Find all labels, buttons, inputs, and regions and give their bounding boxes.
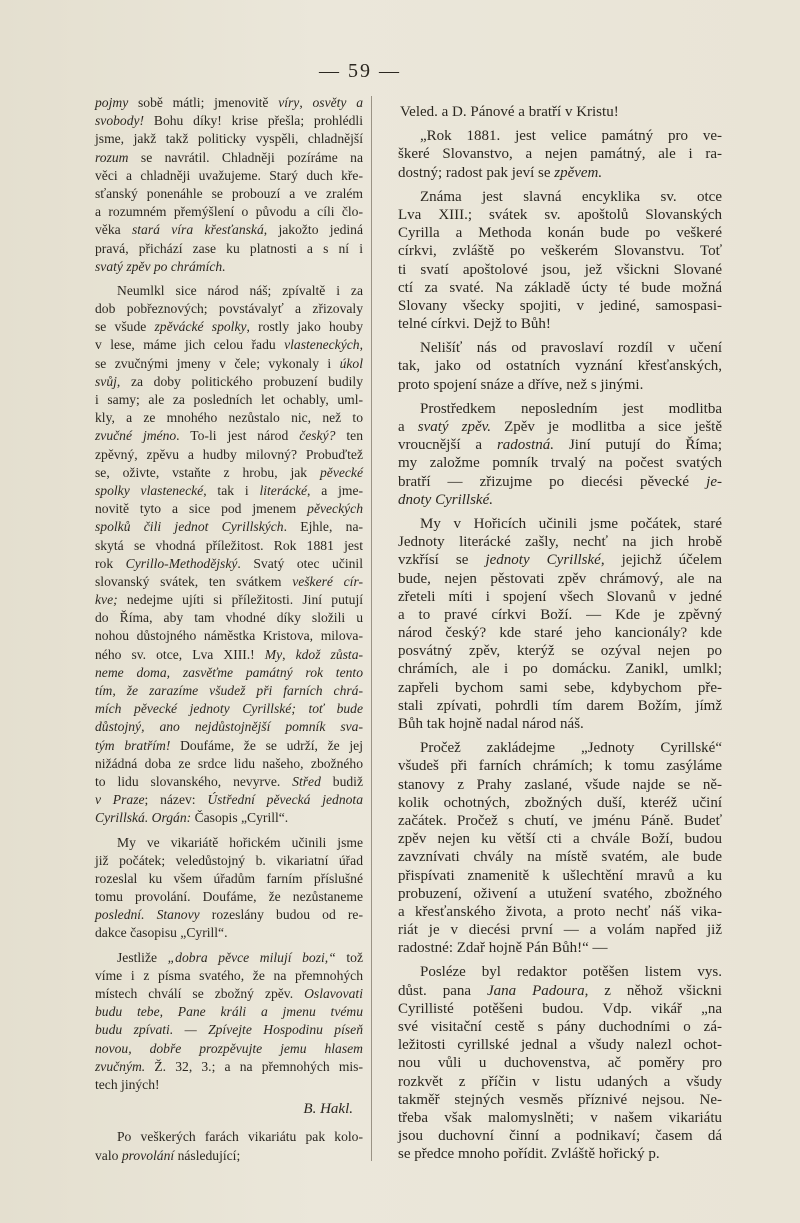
left-paragraphs xyxy=(95,94,363,1094)
text-line xyxy=(95,446,363,464)
italic-text-segment: poslední. Stanovy xyxy=(95,907,200,923)
right-paragraphs xyxy=(398,127,722,1163)
paragraph xyxy=(398,188,722,334)
text-segment: Po veškerých farách vikariátu pak kolo- xyxy=(117,1129,363,1145)
italic-text-segment: český? xyxy=(299,428,336,444)
text-segment: Známa jest slavná encyklika sv. otce xyxy=(420,188,722,205)
left-column xyxy=(95,94,363,1171)
text-segment: telné církvi. Dejž to Bůh! xyxy=(398,316,551,333)
text-segment: ten xyxy=(335,428,363,444)
text-line xyxy=(95,149,363,167)
paragraph xyxy=(398,963,722,1163)
text-line xyxy=(95,518,363,536)
italic-text-segment: literácké xyxy=(259,482,308,498)
text-line xyxy=(95,464,363,482)
text-line xyxy=(398,418,722,436)
text-line xyxy=(398,588,722,606)
text-segment: své visitační cestě s pány duchodními o zá- xyxy=(398,1019,722,1035)
text-segment: Neumlkl sice národ náš; zpívaltě i za xyxy=(117,282,363,298)
text-segment: jsme, jakž takž politicky vyspěli, chladnější xyxy=(95,131,363,147)
italic-text-segment: veškeré cír- xyxy=(292,573,363,589)
text-segment: Cyrilla a Methoda konán bude po veškeré xyxy=(398,225,722,242)
text-line xyxy=(95,627,363,645)
text-segment: věci a chladněji uvažujeme. Starý duch kře- xyxy=(95,167,363,183)
text-segment: , jakožto jediná xyxy=(263,222,364,238)
text-line xyxy=(398,867,722,885)
text-line xyxy=(95,718,363,736)
text-line xyxy=(95,773,363,791)
italic-text-segment: víry xyxy=(278,95,300,110)
text-line xyxy=(95,282,363,300)
text-line xyxy=(95,258,363,276)
text-line xyxy=(95,609,363,627)
text-segment: . Svatý otec učinil xyxy=(237,555,363,571)
text-line xyxy=(398,624,722,642)
italic-text-segment: pojmy xyxy=(95,95,129,110)
text-segment: vzkřísí se xyxy=(398,552,486,569)
text-segment: kolik ochotných, zbožných duší, kteréž učiní xyxy=(398,794,722,811)
italic-text-segment: jednoty Cyrillské xyxy=(485,552,601,569)
text-line xyxy=(95,555,363,573)
text-segment: všudeš při farních chrámích; k tomu zasýláme xyxy=(398,758,722,775)
text-segment: , tak i xyxy=(203,482,260,498)
italic-text-segment: vlasteneckých xyxy=(284,337,360,353)
text-segment: Jiní putují do Říma; xyxy=(554,437,723,454)
italic-text-segment: provolání xyxy=(121,1147,175,1163)
text-line xyxy=(398,660,722,678)
text-segment: ležitosti cyrillské jednal a všudy nalezl ochot- xyxy=(398,1037,722,1054)
text-line xyxy=(398,903,722,921)
text-segment: Pročež zakládejme „Jednoty Cyrillské“ xyxy=(420,740,722,757)
text-line xyxy=(398,1091,722,1109)
text-line xyxy=(95,755,363,773)
text-segment: nedejme ujíti si příležitosti. Jiní putují xyxy=(117,592,363,608)
text-segment: , a jme- xyxy=(307,482,364,498)
text-segment: do Říma, aby tam vhodné díky složili u xyxy=(95,610,363,626)
text-line xyxy=(398,885,722,903)
text-line xyxy=(398,400,722,418)
text-segment: , jejichž účelem xyxy=(600,552,722,569)
text-line xyxy=(95,949,363,967)
text-segment: Cyrillisté potěšeni budou. Vdp. vikář „na xyxy=(398,1000,722,1017)
text-line xyxy=(95,700,363,718)
text-segment: pravá, přichází zase ku platnosti a s ní i xyxy=(95,240,363,256)
text-segment: nohou důstojného náměstka Kristova, milova- xyxy=(95,628,363,644)
text-line xyxy=(95,336,363,354)
italic-text-segment: radostná. xyxy=(496,437,555,454)
italic-text-segment: spolků čili jednot Cyrillských xyxy=(95,519,284,535)
italic-text-segment: tým bratřím! xyxy=(95,737,171,753)
text-line xyxy=(95,167,363,185)
text-segment: i samy; ale za posledních let ochably, uml- xyxy=(95,392,363,407)
text-segment: dostný; radost pak jeví se xyxy=(398,164,555,181)
text-segment: zřeteli míti i spojení všech Slovanů v jedné xyxy=(398,588,722,605)
italic-text-segment: v Praze xyxy=(95,792,145,808)
italic-text-segment: svobody! xyxy=(95,113,145,129)
text-segment: dob pobřeznových; povstávalyť a zřizovaly xyxy=(95,301,363,317)
text-line xyxy=(398,848,722,866)
italic-text-segment: zpěvem. xyxy=(554,164,603,181)
text-line xyxy=(398,473,722,491)
text-line xyxy=(95,1147,363,1165)
italic-text-segment: důstojný, ano nejdůstojnější pomník sva- xyxy=(95,719,363,735)
italic-text-segment: osvěty a xyxy=(312,95,363,110)
text-line xyxy=(398,739,722,757)
text-line xyxy=(95,130,363,148)
text-segment: , za doby politického probuzení budily xyxy=(116,373,363,389)
text-segment: skytá se vhodná příležitost. Rok 1881 jest xyxy=(95,537,363,553)
text-segment: Ž. 32, 3.; a na přemnohých mis- xyxy=(145,1058,363,1074)
text-line xyxy=(398,242,722,260)
text-line xyxy=(398,642,722,660)
text-segment: , z něhož všickni xyxy=(584,982,722,999)
text-segment: Doufáme, že se udrží, že jej xyxy=(170,737,363,753)
text-line xyxy=(398,963,722,981)
text-line xyxy=(398,436,722,454)
italic-text-segment: Ústřední pěvecká jednota xyxy=(207,792,363,808)
text-line xyxy=(398,297,722,315)
text-segment: ného sv. otce, Lva XIII.! xyxy=(95,646,265,662)
text-segment: slovanský svátek, ten svátkem xyxy=(95,573,293,589)
text-line xyxy=(398,830,722,848)
italic-text-segment: pěveckých xyxy=(307,501,363,517)
text-line xyxy=(95,834,363,852)
text-segment: proto spojení snáze a dříve, než s jinými. xyxy=(398,376,644,393)
text-line xyxy=(398,491,722,509)
italic-text-segment: „dobra pěvce milují bozi,“ xyxy=(167,949,336,965)
italic-text-segment: budu tebe, Pane králi a jmenu tvému xyxy=(95,1004,363,1020)
text-segment: rozkvět z příčin v listu udaných a všudy xyxy=(398,1073,722,1090)
text-line xyxy=(95,373,363,391)
text-segment: bude, nejen pěstovati zpěv chrámový, ale na xyxy=(398,570,722,587)
italic-text-segment: tím, že zarazíme všudež při farních chrá- xyxy=(95,683,363,698)
text-segment: . Ejhle, na- xyxy=(283,519,364,535)
text-line xyxy=(398,939,722,957)
text-segment: se navrátil. Chladněji pozíráme na xyxy=(128,149,363,165)
text-line xyxy=(95,112,363,130)
text-line xyxy=(398,145,722,163)
text-line xyxy=(95,682,363,700)
paragraph xyxy=(95,949,363,1095)
text-line xyxy=(398,1036,722,1054)
column-divider xyxy=(371,96,372,1161)
italic-text-segment: pěvecké xyxy=(320,464,363,480)
page-number: — 59 — xyxy=(319,60,401,82)
text-segment: a křesťanského života, a proto nechť náš vika- xyxy=(398,903,722,920)
text-segment: My ve vikariátě hořickém učinili jsme xyxy=(117,834,363,850)
italic-text-segment: zvučné jméno xyxy=(95,428,177,444)
closing-paragraph xyxy=(95,1128,363,1164)
text-line xyxy=(398,454,722,472)
italic-text-segment: My xyxy=(264,646,283,662)
italic-text-segment: spolky vlastenecké xyxy=(95,482,204,498)
text-segment: radostné: Zdař hojně Pán Bůh!“ — xyxy=(398,940,608,957)
text-segment: takměř stejných vesměs příznivé nejsou. Ne- xyxy=(398,1091,722,1108)
text-line xyxy=(398,679,722,697)
text-segment: Bohu díky! krise přešla; prohlédli xyxy=(144,113,363,129)
text-line xyxy=(95,1076,363,1094)
text-line xyxy=(398,164,722,182)
italic-text-segment: rozum xyxy=(95,149,129,165)
paragraph xyxy=(398,339,722,394)
text-segment: bratří — zřizujme po diecési pěvecké xyxy=(398,473,707,490)
right-column xyxy=(398,103,722,1170)
paragraph xyxy=(398,127,722,182)
text-line xyxy=(95,537,363,555)
text-segment: , xyxy=(359,337,363,353)
text-line xyxy=(95,573,363,591)
signature: B. Hakl. xyxy=(303,1101,353,1118)
text-segment: národ český? kde staré jeho kancionály? kde xyxy=(398,625,722,642)
text-segment: valo xyxy=(95,1147,122,1163)
text-segment: následující; xyxy=(174,1147,241,1163)
text-line xyxy=(398,570,722,588)
italic-text-segment: svůj xyxy=(95,373,117,389)
text-line xyxy=(95,500,363,518)
text-segment: tomu provolání. Doufáme, že nezůstaneme xyxy=(95,889,363,905)
text-line xyxy=(398,794,722,812)
text-segment: se všude xyxy=(95,319,155,335)
text-segment: my založme pomník trvalý na počest svatých xyxy=(398,455,722,472)
text-line xyxy=(95,967,363,985)
text-segment: kly, a ze mnohého nezůstalo nic, než to xyxy=(95,410,363,426)
text-segment: ctí za svaté. Na základě úcty té bude možná xyxy=(398,279,722,296)
text-segment: rozeslány budou od re- xyxy=(199,907,363,923)
text-segment: Časopis „Cyrill“. xyxy=(191,810,289,826)
paragraph xyxy=(95,94,363,276)
text-segment: . To-li jest národ xyxy=(176,428,300,444)
text-line xyxy=(95,985,363,1003)
text-line xyxy=(398,812,722,830)
salutation: Veled. a D. Pánové a bratří v Kristu! xyxy=(400,104,619,120)
italic-text-segment: novou, dobře prozpěvujte jemu hlasem xyxy=(95,1040,363,1056)
text-line xyxy=(398,339,722,357)
text-segment: tech jiných! xyxy=(95,1076,160,1092)
text-segment: My v Hořicích učinili jsme počátek, staré xyxy=(420,515,722,532)
text-segment: zavznívati chvály na místě svatém, ale bude xyxy=(398,849,722,866)
italic-text-segment: je- xyxy=(706,473,722,490)
text-line xyxy=(398,357,722,375)
italic-text-segment: Oslavovati xyxy=(304,986,363,1001)
text-segment: vroucnější a xyxy=(398,437,497,454)
text-segment: sobě mátli; jmenovitě xyxy=(128,95,279,110)
text-line xyxy=(95,1021,363,1039)
text-line xyxy=(398,1054,722,1072)
text-segment: církvi, zvláště po veškerém Slovanstvu. Toť xyxy=(398,243,722,260)
text-line xyxy=(95,906,363,924)
text-line xyxy=(398,261,722,279)
text-line xyxy=(398,1127,722,1145)
text-segment: Jestliže xyxy=(117,949,168,965)
text-segment: se, oživte, vstaňte z hrobu, jak xyxy=(95,464,320,480)
paragraph xyxy=(95,834,363,943)
italic-text-segment: neme doma, zasvěťme památný rok tento xyxy=(95,664,363,680)
text-line xyxy=(398,279,722,297)
italic-text-segment: Cyrillská. Orgán: xyxy=(95,810,192,826)
text-segment: nižádná doba ze srdce lidu našeho, zbožného xyxy=(95,755,363,771)
text-segment: budiž xyxy=(320,773,363,789)
text-segment: a xyxy=(398,419,418,435)
italic-text-segment: svatý zpěv. xyxy=(417,419,491,435)
text-line xyxy=(398,757,722,775)
text-segment: důst. pana xyxy=(398,982,487,999)
text-segment: již počátek; veledůstojný b. vikariatní úřad xyxy=(95,852,363,868)
text-segment: Jednoty literácké zašly, nechť na jich hrobě xyxy=(398,534,722,551)
text-segment: jsou duchovní činní a podnikaví; časem dá xyxy=(398,1128,722,1145)
text-line xyxy=(95,221,363,239)
text-line xyxy=(95,300,363,318)
text-segment: a to pravé církvi Boží. — Kde je zpěvný xyxy=(398,606,722,623)
italic-text-segment: svatý zpěv po chrámích. xyxy=(95,258,226,274)
text-line xyxy=(95,409,363,427)
text-line xyxy=(95,1058,363,1076)
text-line xyxy=(95,924,363,942)
text-line xyxy=(398,515,722,533)
text-line xyxy=(95,355,363,373)
text-line xyxy=(95,482,363,500)
text-segment: to lidu slovanského, nevyrve. xyxy=(95,773,293,789)
text-segment: Slovany všecky spojiti, v jediné, samospasi- xyxy=(398,297,722,314)
text-segment: rozeslal ku všem úřadům farním příslušné xyxy=(95,870,363,886)
text-line xyxy=(95,791,363,809)
italic-text-segment: stará víra křesťanská xyxy=(131,222,264,238)
text-line xyxy=(398,1109,722,1127)
text-segment: Lva XIII.; svátek sv. apoštolů Slovanských xyxy=(398,206,722,223)
text-segment: třeba však malomyslněti; v našem vikariátu xyxy=(398,1109,722,1126)
text-line xyxy=(398,982,722,1000)
text-segment: rok xyxy=(95,555,126,571)
paragraph xyxy=(95,282,363,828)
text-line xyxy=(95,94,363,112)
text-line xyxy=(95,427,363,445)
text-line xyxy=(398,224,722,242)
text-segment: zpěv nejen ku větší cti a chvále Boží, budou xyxy=(398,831,722,848)
text-line xyxy=(95,318,363,336)
text-segment: ti svatí apoštolové jsou, jež všickni Slované xyxy=(398,261,722,278)
text-segment: riát je v diecési první — a volám napřed již xyxy=(398,922,722,939)
text-segment: novitě tyto a sice pod jmenem xyxy=(95,501,308,517)
text-line xyxy=(398,533,722,551)
text-line xyxy=(398,1018,722,1036)
text-segment: Nelišíť nás od pravoslaví rozdíl v učení xyxy=(420,340,722,357)
text-line xyxy=(95,870,363,888)
text-segment: Bůh tak hojně nadal národ náš. xyxy=(398,716,584,732)
text-segment: zapřeli bychom sami sebe, kdybychom pře- xyxy=(398,679,722,696)
paragraph xyxy=(398,515,722,733)
italic-text-segment: úkol xyxy=(339,355,363,371)
text-segment: škeré Slovanstvo, a nejen památný, ale i ra- xyxy=(398,146,722,163)
text-segment: místech chválí se zbožný zpěv. xyxy=(95,986,305,1001)
text-segment: stali zpívati, pohrdli tím darem Božím, jímž xyxy=(398,697,722,714)
text-line xyxy=(95,391,363,409)
text-segment: , rostly jako houby xyxy=(246,319,363,335)
italic-text-segment: mích pěvecké jednoty Cyrillské; toť bude xyxy=(95,701,363,717)
text-line xyxy=(95,664,363,682)
text-line xyxy=(398,1000,722,1018)
italic-text-segment: kve; xyxy=(95,592,118,608)
text-line xyxy=(95,809,363,827)
text-line xyxy=(95,1040,363,1058)
text-segment: , xyxy=(299,95,313,110)
text-segment: Posléze byl redaktor potěšen listem vys. xyxy=(420,964,722,981)
text-line xyxy=(398,776,722,794)
text-segment: v lese, máme jich celou řadu xyxy=(95,337,285,353)
text-segment: tak, jako od ostatních vyznání křesťanských, xyxy=(398,358,722,375)
italic-text-segment: zvučným. xyxy=(95,1058,146,1074)
text-segment: přispívati znamenitě k ušlechtění mravů a ku xyxy=(398,867,722,884)
text-line xyxy=(398,921,722,939)
italic-text-segment: dnoty Cyrillské. xyxy=(398,491,493,508)
text-line xyxy=(95,737,363,755)
italic-text-segment: Jana Padoura xyxy=(486,982,585,999)
text-line xyxy=(95,591,363,609)
text-segment: nou vůli u duchovenstva, ač poměry pro xyxy=(398,1055,722,1072)
text-line xyxy=(95,646,363,664)
text-segment: víme i z písma svatého, že na přemnohých xyxy=(95,967,363,983)
text-line xyxy=(95,185,363,203)
text-line xyxy=(398,715,722,733)
text-segment: chrámích, ale i po domácku. Zanikl, umlkl; xyxy=(398,661,722,678)
text-segment: zpěvný, zpěvu a hudby milovný? Probuďtež xyxy=(95,446,363,462)
italic-text-segment: kdož zůsta- xyxy=(295,646,364,662)
italic-text-segment: Střed xyxy=(292,773,321,789)
text-line xyxy=(398,1073,722,1091)
text-line xyxy=(398,606,722,624)
italic-text-segment: zpěvácké spolky xyxy=(154,319,247,335)
text-segment: probuzení, oživení a utužení svatého, zbožného xyxy=(398,885,722,902)
text-line xyxy=(398,697,722,715)
text-line xyxy=(95,1003,363,1021)
text-segment: dakce časopisu „Cyrill“. xyxy=(95,925,228,941)
text-line xyxy=(398,376,722,394)
text-segment: se předce mnoho pořídit. Zvláště hořický p. xyxy=(398,1146,660,1163)
text-segment: , xyxy=(282,646,296,662)
text-segment: začátek. Pročež s chutí, ve jménu Páně. Budeť xyxy=(398,812,722,829)
text-line xyxy=(398,127,722,145)
text-segment: Prostředkem neposledním jest modlitba xyxy=(420,400,722,417)
text-segment: Zpěv je modlitba a sice ještě xyxy=(490,419,722,435)
text-line xyxy=(398,1145,722,1163)
italic-text-segment: budu zpívati. — Zpívejte Hospodinu píseň xyxy=(95,1022,363,1038)
text-line xyxy=(95,852,363,870)
paragraph xyxy=(398,739,722,957)
text-segment: ; název: xyxy=(144,792,208,808)
text-line xyxy=(95,1128,363,1146)
text-line xyxy=(398,206,722,224)
text-line xyxy=(398,188,722,206)
text-segment: stanovy z Prahy zaslané, všude najde se ně- xyxy=(398,776,722,793)
text-segment: sťanský ponenáhle se probouzí a ve zralém xyxy=(95,185,363,201)
text-line xyxy=(95,888,363,906)
text-line xyxy=(398,315,722,333)
text-segment: se zvučnými jmeny v čele; vykonaly i xyxy=(95,355,340,371)
text-segment: tož xyxy=(335,949,363,965)
paragraph xyxy=(95,1128,363,1164)
text-line xyxy=(398,551,722,569)
paragraph xyxy=(398,400,722,509)
text-line xyxy=(95,203,363,221)
text-segment: „Rok 1881. jest velice památný pro ve- xyxy=(420,128,722,145)
text-segment: věka xyxy=(95,222,132,238)
italic-text-segment: Cyrillo-Methodějský xyxy=(125,555,238,571)
text-segment: a rozumném přemýšlení o původu a cíli člo- xyxy=(95,204,363,220)
text-line xyxy=(95,240,363,258)
text-segment: posvátný zpěv, kterýž se ozýval nejen po xyxy=(398,643,722,660)
